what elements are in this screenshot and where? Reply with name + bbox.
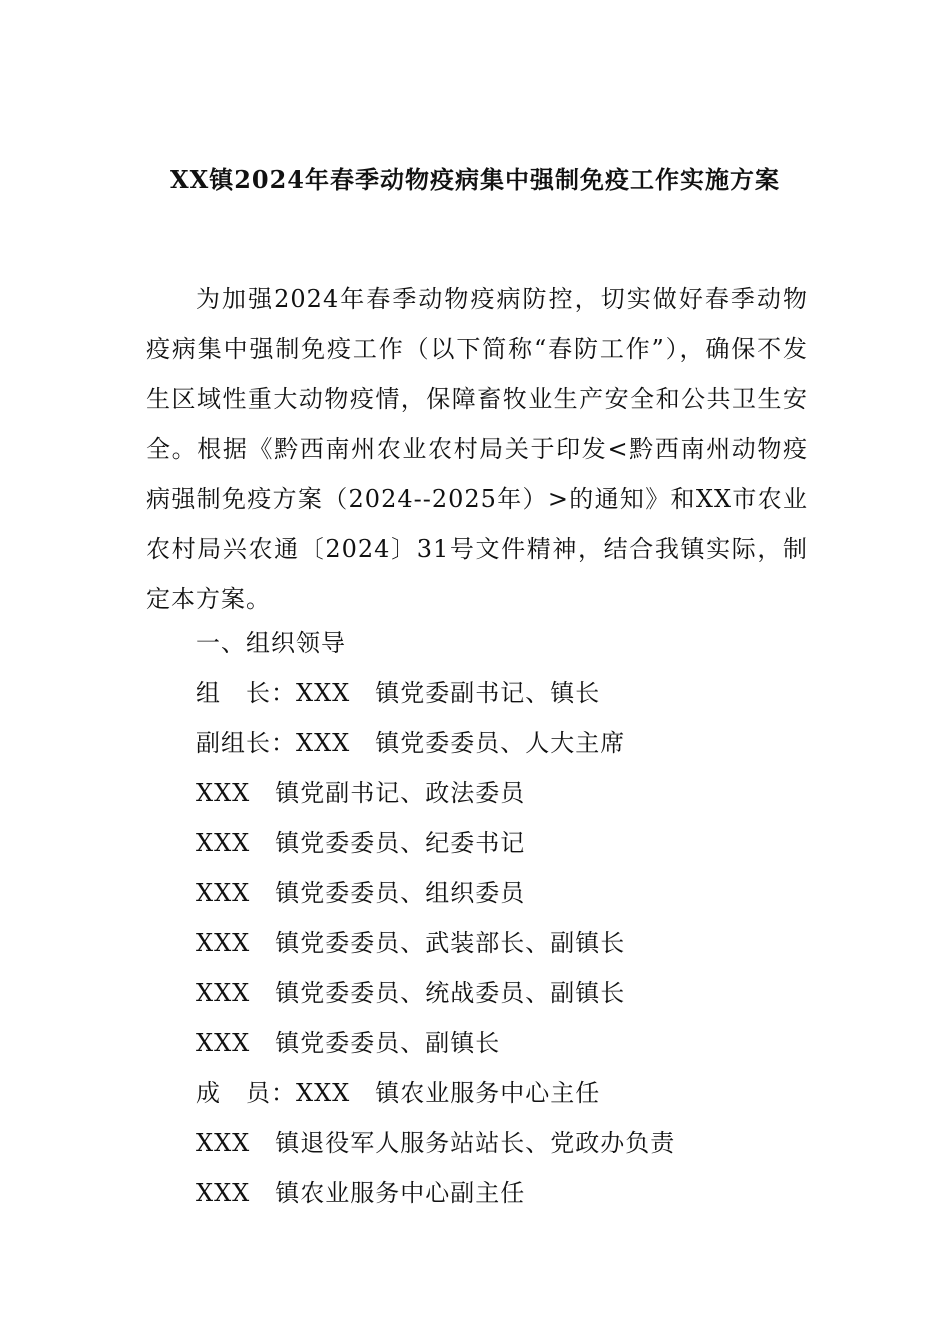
member-line: XXX 镇退役军人服务站站长、党政办负责 <box>196 1129 676 1157</box>
member-line: 成 员：XXX 镇农业服务中心主任 <box>196 1079 601 1107</box>
member-line: XXX 镇党副书记、政法委员 <box>196 779 526 807</box>
member-line: XXX 镇党委委员、纪委书记 <box>196 829 526 857</box>
member-line: 副组长：XXX 镇党委委员、人大主席 <box>196 729 626 757</box>
member-line: 组 长：XXX 镇党委副书记、镇长 <box>196 679 601 707</box>
section-heading: 一、组织领导 <box>196 629 346 657</box>
member-line: XXX 镇党委委员、副镇长 <box>196 1029 501 1057</box>
member-line: XXX 镇农业服务中心副主任 <box>196 1179 526 1207</box>
document-title: XX镇2024年春季动物疫病集中强制免疫工作实施方案 <box>169 165 781 194</box>
member-line: XXX 镇党委委员、统战委员、副镇长 <box>196 979 626 1007</box>
intro-paragraph: 为加强2024年春季动物疫病防控，切实做好春季动物疫病集中强制免疫工作（以下简称“春防工作”），确保不发生区域性重大动物疫情，保障畜牧业生产安全和公共卫生安全。根据《黔西南州农业农村局关于印发<黔西南州动物疫病强制免疫方案（2024--2025年）>的通知》和XX市农业农村局兴农通〔2024〕31号文件精神，结合我镇实际，制定本方案。 <box>146 285 808 613</box>
member-line: XXX 镇党委委员、组织委员 <box>196 879 526 907</box>
member-line: XXX 镇党委委员、武装部长、副镇长 <box>196 929 626 957</box>
